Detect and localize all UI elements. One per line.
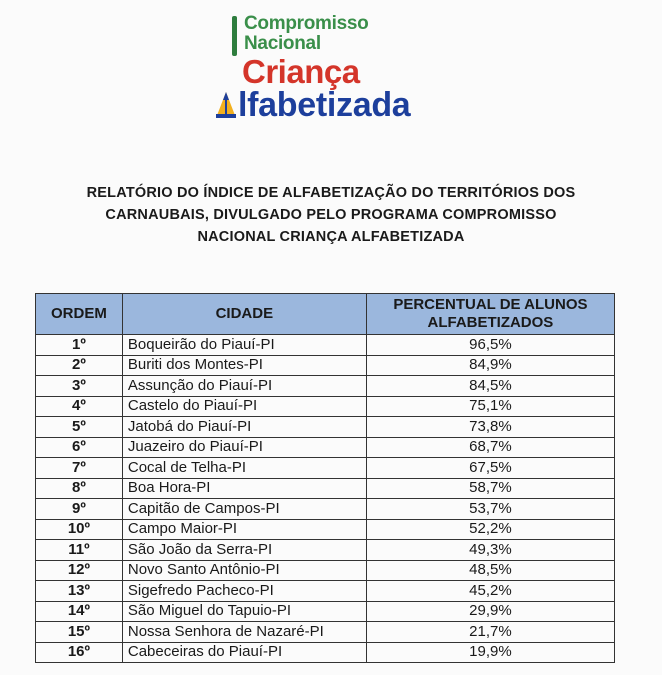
- literacy-ranking-table: [35, 293, 615, 663]
- cell-percentual: 58,7%: [366, 478, 614, 499]
- cell-cidade: Cabeceiras do Piauí-PI: [122, 642, 366, 663]
- report-title-line-3: NACIONAL CRIANÇA ALFABETIZADA: [197, 229, 465, 245]
- cell-percentual: 49,3%: [366, 540, 614, 561]
- cell-percentual: 84,5%: [366, 376, 614, 397]
- table-header-row: [36, 294, 615, 335]
- header-cidade: CIDADE: [122, 294, 366, 335]
- table-row: [36, 458, 615, 479]
- cell-percentual: 96,5%: [366, 335, 614, 356]
- cell-percentual: 48,5%: [366, 560, 614, 581]
- cell-percentual: 53,7%: [366, 499, 614, 520]
- cell-percentual: 84,9%: [366, 355, 614, 376]
- cell-percentual: 67,5%: [366, 458, 614, 479]
- cell-cidade: São João da Serra-PI: [122, 540, 366, 561]
- table-row: [36, 335, 615, 356]
- cell-percentual: 21,7%: [366, 622, 614, 643]
- table-body: [36, 335, 615, 663]
- cell-cidade: Boa Hora-PI: [122, 478, 366, 499]
- table-row: [36, 417, 615, 438]
- cell-percentual: 68,7%: [366, 437, 614, 458]
- table-row: [36, 581, 615, 602]
- cell-cidade: Assunção do Piauí-PI: [122, 376, 366, 397]
- cell-ordem: 6º: [36, 437, 123, 458]
- cell-ordem: 9º: [36, 499, 123, 520]
- cell-cidade: São Miguel do Tapuio-PI: [122, 601, 366, 622]
- cell-percentual: 52,2%: [366, 519, 614, 540]
- cell-ordem: 12º: [36, 560, 123, 581]
- cell-ordem: 13º: [36, 581, 123, 602]
- cell-ordem: 5º: [36, 417, 123, 438]
- report-title-line-1: RELATÓRIO DO ÍNDICE DE ALFABETIZAÇÃO DO TERRITÓRIOS DOS: [86, 185, 576, 201]
- cell-percentual: 73,8%: [366, 417, 614, 438]
- cell-cidade: Jatobá do Piauí-PI: [122, 417, 366, 438]
- cell-percentual: 19,9%: [366, 642, 614, 663]
- cell-ordem: 3º: [36, 376, 123, 397]
- cell-cidade: Castelo do Piauí-PI: [122, 396, 366, 417]
- logo-line-compromisso: Compromisso: [244, 13, 369, 34]
- logo-line-alfabetizada: lfabetizada: [238, 86, 411, 124]
- cell-cidade: Novo Santo Antônio-PI: [122, 560, 366, 581]
- logo-accent-bar: [232, 16, 237, 56]
- report-title-line-2: CARNAUBAIS, DIVULGADO PELO PROGRAMA COMPROMISSO: [105, 207, 557, 223]
- cell-cidade: Cocal de Telha-PI: [122, 458, 366, 479]
- cell-percentual: 45,2%: [366, 581, 614, 602]
- table-row: [36, 437, 615, 458]
- cell-ordem: 10º: [36, 519, 123, 540]
- cell-ordem: 14º: [36, 601, 123, 622]
- program-logo: [212, 8, 492, 124]
- cell-cidade: Boqueirão do Piauí-PI: [122, 335, 366, 356]
- table-row: [36, 499, 615, 520]
- cell-ordem: 4º: [36, 396, 123, 417]
- table-row: [36, 519, 615, 540]
- cell-ordem: 16º: [36, 642, 123, 663]
- cell-cidade: Nossa Senhora de Nazaré-PI: [122, 622, 366, 643]
- cell-percentual: 75,1%: [366, 396, 614, 417]
- logo-line-nacional: Nacional: [244, 33, 321, 54]
- cell-cidade: Sigefredo Pacheco-PI: [122, 581, 366, 602]
- cell-ordem: 8º: [36, 478, 123, 499]
- table-row: [36, 622, 615, 643]
- table-row: [36, 642, 615, 663]
- logo-line-crianca: Criança: [242, 53, 360, 90]
- table-row: [36, 396, 615, 417]
- cell-percentual: 29,9%: [366, 601, 614, 622]
- cell-cidade: Campo Maior-PI: [122, 519, 366, 540]
- cell-ordem: 15º: [36, 622, 123, 643]
- cell-ordem: 7º: [36, 458, 123, 479]
- header-ordem: ORDEM: [36, 294, 123, 335]
- table-row: [36, 355, 615, 376]
- cell-cidade: Capitão de Campos-PI: [122, 499, 366, 520]
- table-row: [36, 540, 615, 561]
- table-row: [36, 478, 615, 499]
- cell-cidade: Juazeiro do Piauí-PI: [122, 437, 366, 458]
- report-title: [40, 182, 622, 248]
- table-row: [36, 560, 615, 581]
- pencil-icon: [212, 90, 240, 120]
- cell-ordem: 11º: [36, 540, 123, 561]
- header-percentual: PERCENTUAL DE ALUNOS ALFABETIZADOS: [366, 294, 614, 335]
- cell-cidade: Buriti dos Montes-PI: [122, 355, 366, 376]
- table-row: [36, 376, 615, 397]
- cell-ordem: 1º: [36, 335, 123, 356]
- cell-ordem: 2º: [36, 355, 123, 376]
- table-row: [36, 601, 615, 622]
